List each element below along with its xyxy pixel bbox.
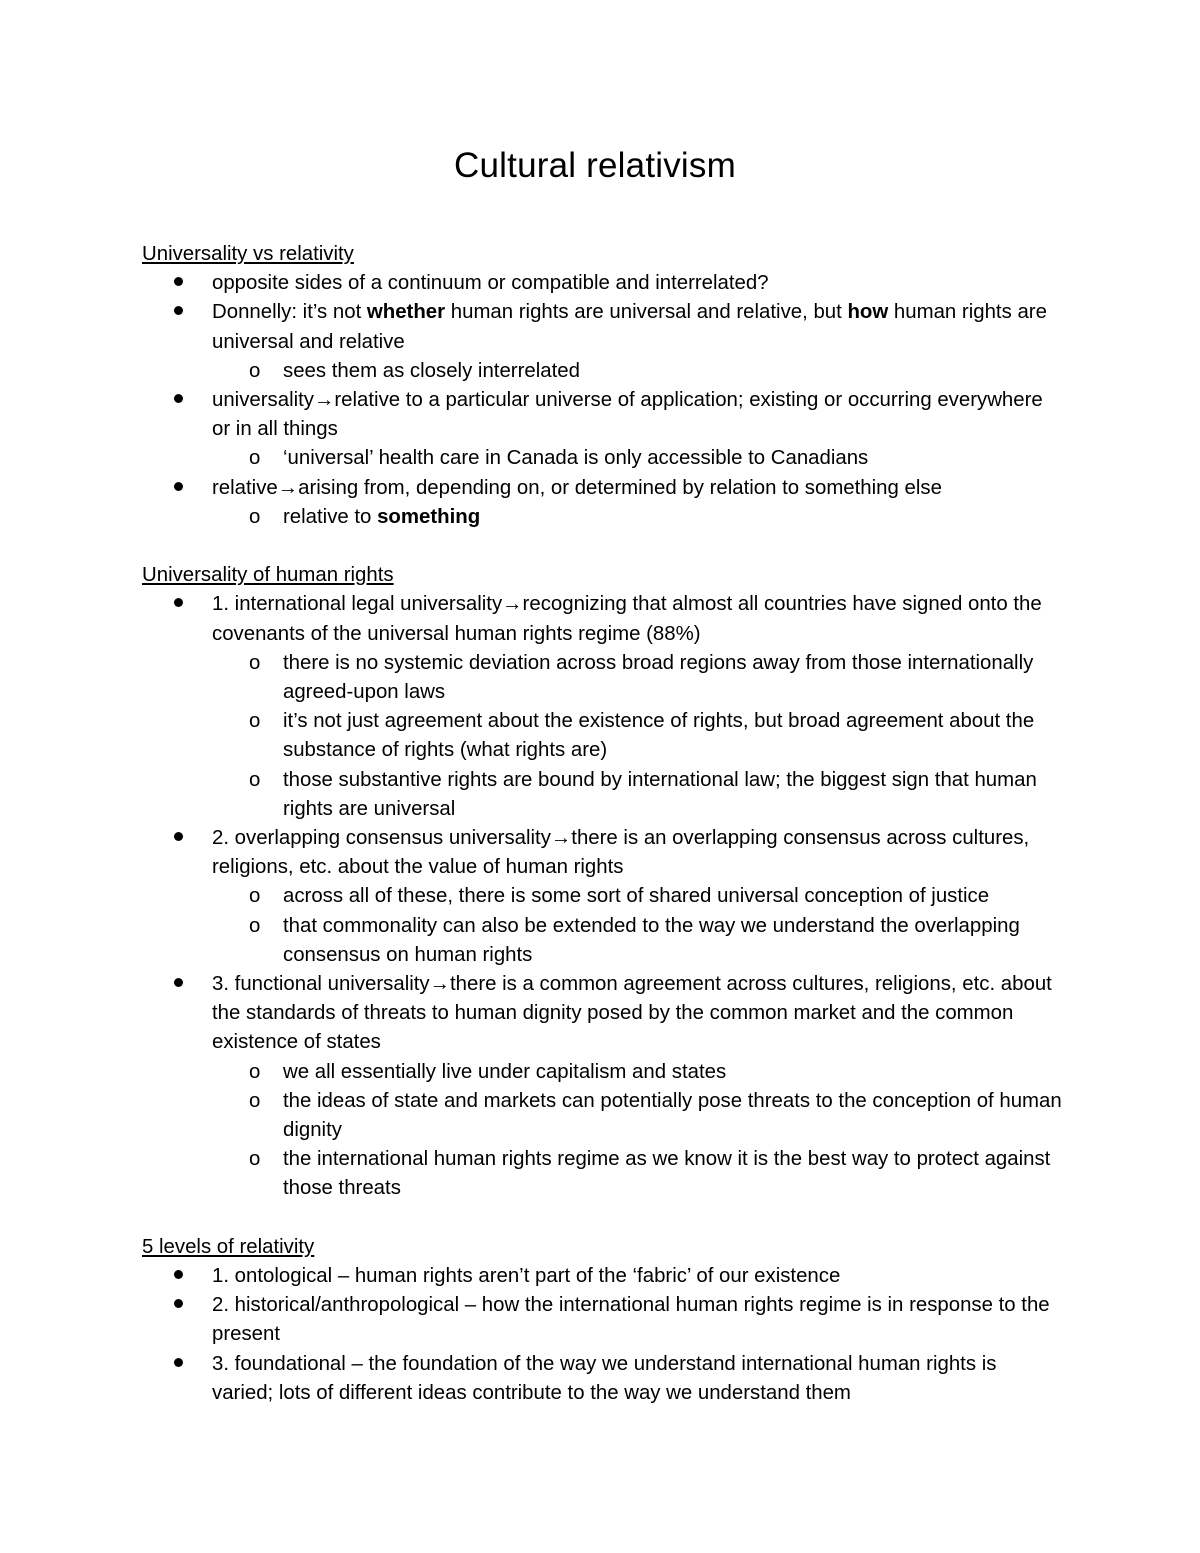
sub-list-item: o it’s not just agreement about the existence of rights, but broad agreement about the substance of rights (what rights are) [142, 707, 1062, 765]
section-heading: Universality of human rights [142, 564, 394, 587]
bullet-icon [174, 474, 183, 503]
bullet-icon [174, 824, 183, 853]
circle-bullet-icon: o [249, 1060, 261, 1083]
bullet-icon [174, 269, 183, 298]
circle-bullet-icon: o [249, 447, 261, 470]
list-item: 2. historical/anthropological – how the international human rights regime is in response to the present [142, 1291, 1062, 1349]
bullet-icon [174, 386, 183, 415]
sub-list-item: o those substantive rights are bound by international law; the biggest sign that human rights are universal [142, 766, 1062, 824]
circle-bullet-icon: o [249, 651, 261, 674]
bullet-icon [174, 1350, 183, 1379]
bullet-icon [174, 590, 183, 619]
page-title: Cultural relativism [454, 146, 736, 185]
section-heading: 5 levels of relativity [142, 1235, 315, 1258]
sub-list-item: o there is no systemic deviation across broad regions away from those internationally agreed-upon laws [142, 649, 1062, 707]
document-body [142, 240, 1062, 1408]
circle-bullet-icon: o [249, 768, 261, 791]
list-item: universality→relative to a particular universe of application; existing or occurring everywhere or in all things [142, 386, 1062, 444]
list-item: relative→arising from, depending on, or determined by relation to something else [142, 474, 1062, 503]
sub-list-item: o the ideas of state and markets can potentially pose threats to the conception of human dignity [142, 1087, 1062, 1145]
sub-list-item: o relative to something [142, 503, 1062, 532]
circle-bullet-icon: o [249, 885, 261, 908]
sub-list-item: o ‘universal’ health care in Canada is only accessible to Canadians [142, 444, 1062, 473]
list-item: 3. functional universality→there is a common agreement across cultures, religions, etc. about the standards of threats to human dignity posed by the common market and the common existence of states [142, 970, 1062, 1058]
sub-list-item: o the international human rights regime as we know it is the best way to protect against those threats [142, 1145, 1062, 1203]
bullet-icon [174, 298, 183, 327]
circle-bullet-icon: o [249, 359, 261, 382]
list-item: 1. ontological – human rights aren’t part of the ‘fabric’ of our existence [142, 1262, 1062, 1291]
circle-bullet-icon: o [249, 505, 261, 528]
list-item: 2. overlapping consensus universality→there is an overlapping consensus across cultures, religions, etc. about the value of human rights [142, 824, 1062, 882]
circle-bullet-icon: o [249, 1089, 261, 1112]
list-item: 3. foundational – the foundation of the way we understand international human rights is varied; lots of different ideas contribute to the way we understand them [142, 1350, 1062, 1408]
bullet-icon [174, 1291, 183, 1320]
sub-list-item: o we all essentially live under capitalism and states [142, 1058, 1062, 1087]
sub-list-item: o sees them as closely interrelated [142, 357, 1062, 386]
circle-bullet-icon: o [249, 710, 261, 733]
circle-bullet-icon: o [249, 914, 261, 937]
bullet-icon [174, 1262, 183, 1291]
circle-bullet-icon: o [249, 1148, 261, 1171]
list-item: 1. international legal universality→recognizing that almost all countries have signed onto the covenants of the universal human rights regime (88%) [142, 590, 1062, 648]
list-item: Donnelly: it’s not whether human rights are universal and relative, but how human rights are universal and relative [142, 298, 1062, 356]
sub-list-item: o across all of these, there is some sort of shared universal conception of justice [142, 882, 1062, 911]
section-heading: Universality vs relativity [142, 243, 354, 265]
sub-list-item: o that commonality can also be extended to the way we understand the overlapping consensus on human rights [142, 912, 1062, 970]
list-item: opposite sides of a continuum or compatible and interrelated? [142, 269, 1062, 298]
bullet-icon [174, 970, 183, 999]
